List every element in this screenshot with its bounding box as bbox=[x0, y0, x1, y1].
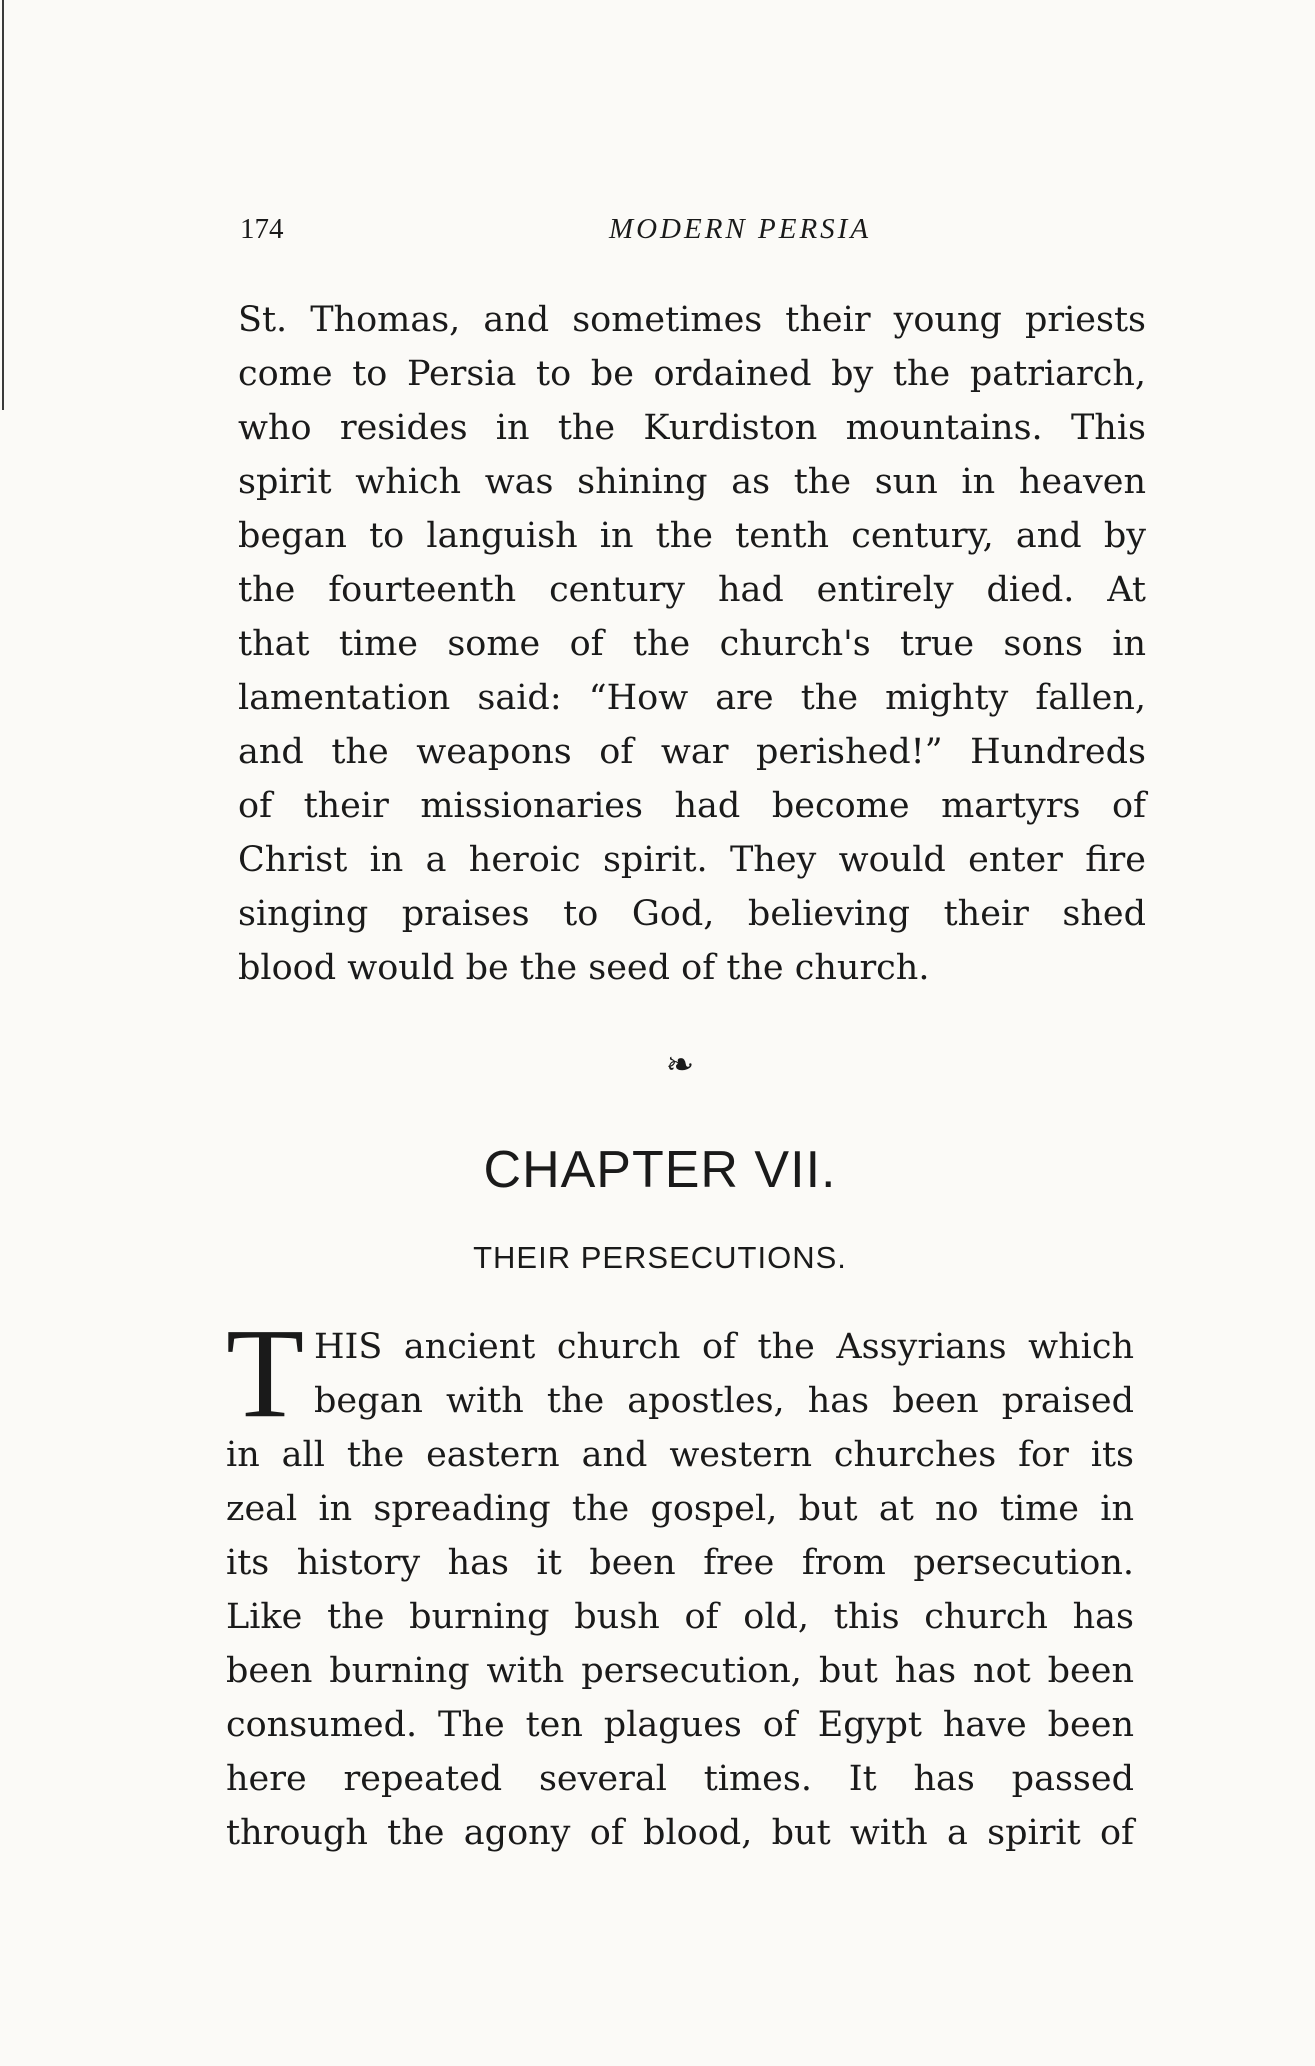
text-line: come to Persia to be ordained by the patriarch, bbox=[238, 354, 1146, 394]
page-number: 174 bbox=[240, 213, 284, 245]
text-line: consumed. The ten plagues of Egypt have been bbox=[226, 1705, 1134, 1745]
text-line: the fourteenth century had entirely died. At bbox=[238, 570, 1146, 610]
text-line: zeal in spreading the gospel, but at no time in bbox=[226, 1489, 1134, 1529]
text-line: lamentation said: “How are the mighty fallen, bbox=[238, 678, 1146, 718]
page-header bbox=[240, 213, 1145, 253]
text-line: spirit which was shining as the sun in heaven bbox=[238, 462, 1146, 502]
text-line: St. Thomas, and sometimes their young priests bbox=[238, 300, 1146, 340]
chapter-subtitle: THEIR PERSECUTIONS. bbox=[473, 1240, 847, 1275]
text-line: HIS ancient church of the Assyrians which bbox=[314, 1327, 1134, 1367]
text-line: of their missionaries had become martyrs of bbox=[238, 786, 1146, 826]
text-line: Christ in a heroic spirit. They would enter fire bbox=[238, 840, 1146, 880]
text-line: and the weapons of war perished!” Hundreds bbox=[238, 732, 1146, 772]
text-line: began with the apostles, has been praised bbox=[314, 1381, 1134, 1421]
page-edge-line bbox=[2, 0, 4, 410]
fleuron-ornament-icon: ❧ bbox=[665, 1045, 695, 1085]
text-line: its history has it been free from persecution. bbox=[226, 1543, 1134, 1583]
text-line: began to languish in the tenth century, and by bbox=[238, 516, 1146, 556]
text-line: been burning with persecution, but has not been bbox=[226, 1651, 1134, 1691]
text-line: who resides in the Kurdiston mountains. This bbox=[238, 408, 1146, 448]
text-line: singing praises to God, believing their shed bbox=[238, 894, 1146, 934]
paragraph-continued bbox=[238, 293, 1146, 995]
chapter-title: CHAPTER VII. bbox=[483, 1141, 837, 1199]
drop-cap: T bbox=[226, 1302, 305, 1444]
running-title: MODERN PERSIA bbox=[608, 213, 872, 245]
chapter-opening-paragraph bbox=[226, 1302, 1134, 1860]
text-line: through the agony of blood, but with a spirit of bbox=[226, 1813, 1134, 1853]
text-line: in all the eastern and western churches for its bbox=[226, 1435, 1134, 1475]
text-line: that time some of the church's true sons in bbox=[238, 624, 1146, 664]
text-line: here repeated several times. It has passed bbox=[226, 1759, 1134, 1799]
text-line: blood would be the seed of the church. bbox=[238, 948, 930, 988]
text-line: Like the burning bush of old, this church has bbox=[226, 1597, 1134, 1637]
